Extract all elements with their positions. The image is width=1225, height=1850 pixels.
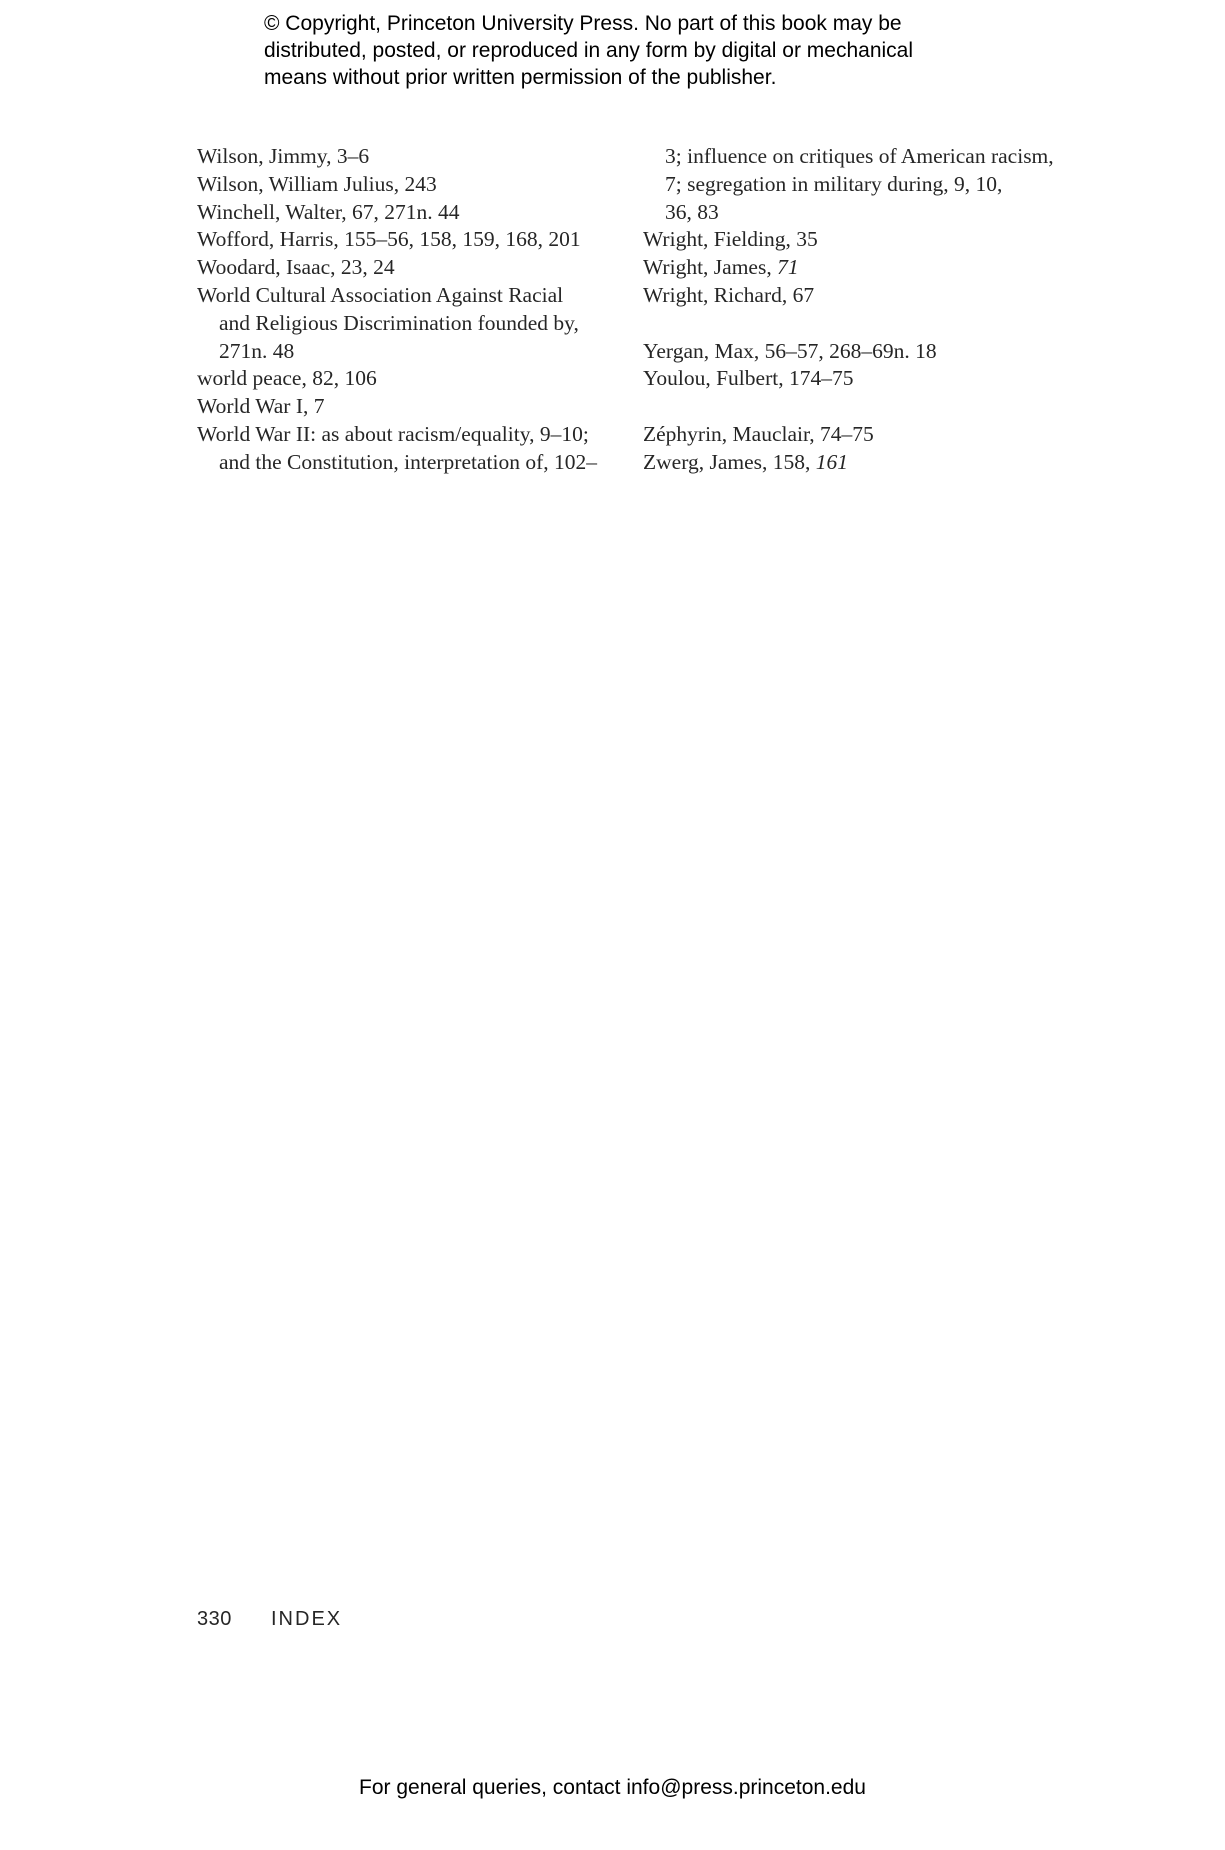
italic-page-ref: 71 — [777, 255, 799, 280]
index-entry — [197, 365, 617, 393]
index-entry-line: 3; influence on critiques of American racism, — [665, 144, 1054, 168]
index-left-column — [197, 143, 617, 477]
copyright-notice — [264, 10, 1004, 91]
copyright-line: distributed, posted, or reproduced in any form by digital or mechanical — [264, 39, 914, 62]
index-entry-line: 36, 83 — [665, 199, 719, 224]
copyright-line: means without prior written permission of the publisher. — [264, 66, 777, 89]
index-entry — [643, 282, 1083, 310]
index-entry-line: Woodard, Isaac, 23, 24 — [197, 255, 395, 280]
index-entry — [197, 421, 617, 477]
running-head: INDEX — [271, 1608, 343, 1630]
index-entry — [197, 199, 617, 227]
index-entry-line: world peace, 82, 106 — [197, 366, 377, 391]
index-entry-line: Wilson, Jimmy, 3–6 — [197, 144, 370, 168]
index-entry — [643, 254, 1083, 282]
page-number: 330 — [197, 1608, 232, 1630]
index-entry-text: Zwerg, James, 158, — [643, 449, 816, 474]
index-entry-continuation — [643, 143, 1083, 226]
index-entry-line: World Cultural Association Against Racial — [197, 282, 564, 307]
index-entry-text: Youlou, Fulbert, 174–75 — [643, 366, 854, 391]
index-entry-line: World War II: as about racism/equality, 9–10; — [197, 421, 589, 446]
index-entry — [643, 421, 1083, 449]
index-right-column — [643, 143, 1083, 477]
index-entry-text: Wright, Fielding, 35 — [643, 227, 818, 252]
index-entry-text: Wright, Richard, 67 — [643, 282, 815, 307]
index-entry — [197, 171, 617, 199]
index-entry — [643, 365, 1083, 393]
copyright-line: © Copyright, Princeton University Press. No part of this book may be — [264, 12, 902, 35]
italic-page-ref: 161 — [815, 449, 849, 474]
contact-footer: For general queries, contact info@press.princeton.edu — [359, 1776, 866, 1799]
index-entry — [643, 226, 1083, 254]
index-entry — [643, 449, 1083, 477]
index-entry-line: World War I, 7 — [197, 394, 325, 419]
index-entry-line: Wofford, Harris, 155–56, 158, 159, 168, 201 — [197, 227, 581, 252]
index-entry-line: and Religious Discrimination founded by, — [219, 310, 579, 335]
letter-group-spacer — [643, 310, 1083, 338]
page-folio — [197, 1608, 342, 1631]
index-entry-line: Wilson, William Julius, 243 — [197, 171, 437, 196]
index-entry-line: 271n. 48 — [219, 338, 295, 363]
index-entry — [197, 393, 617, 421]
index-entry — [643, 338, 1083, 366]
index-entry — [197, 254, 617, 282]
index-entry-text: Zéphyrin, Mauclair, 74–75 — [643, 421, 874, 446]
index-entry-text: Wright, James, — [643, 255, 778, 280]
index-entry — [197, 282, 617, 365]
letter-group-spacer — [643, 393, 1083, 421]
index-entry — [197, 143, 617, 171]
index-entry-line: 7; segregation in military during, 9, 10, — [665, 171, 1003, 196]
index-entry-line: Winchell, Walter, 67, 271n. 44 — [197, 199, 460, 224]
index-entry — [197, 226, 617, 254]
index-entry-line: and the Constitution, interpretation of, 102– — [219, 449, 597, 474]
index-entry-text: Yergan, Max, 56–57, 268–69n. 18 — [643, 338, 937, 363]
